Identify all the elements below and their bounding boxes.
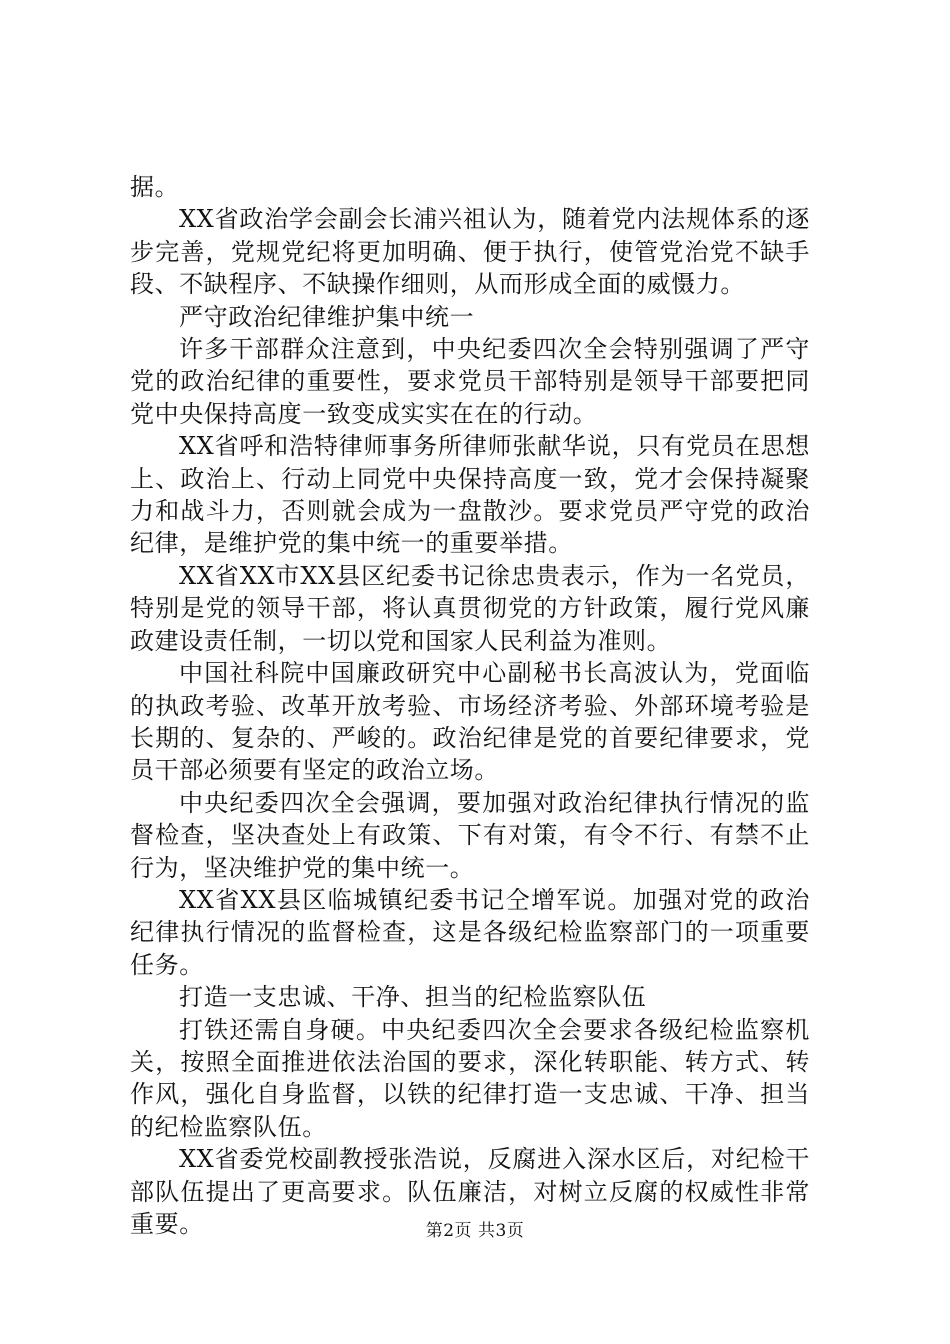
paragraph: 据。 <box>130 173 180 201</box>
paragraph: XX省委党校副教授张浩说，反腐进入深水区后，对纪检干部队伍提出了更高要求。队伍廉洁，对树立反腐的权威性非常重要。 <box>130 1145 810 1238</box>
document-body <box>130 171 810 1240</box>
paragraph: 许多干部群众注意到，中央纪委四次全会特别强调了严守党的政治纪律的重要性，要求党员干部特别是领导干部要把同党中央保持高度一致变成实实在在的行动。 <box>130 335 810 428</box>
section-heading: 严守政治纪律维护集中统一 <box>179 302 475 331</box>
page-number-footer: 第2页 共3页 <box>425 1221 525 1241</box>
paragraph: XX省XX县区临城镇纪委书记仝增军说。加强对党的政治纪律执行情况的监督检查，这是各级纪检监察部门的一项重要任务。 <box>130 885 810 979</box>
paragraph: XX省呼和浩特律师事务所律师张献华说，只有党员在思想上、政治上、行动上同党中央保持高度一致，党才会保持凝聚力和战斗力，否则就会成为一盘散沙。要求党员严守党的政治纪律，是维护党的集中统一的重要举措。 <box>130 432 810 558</box>
paragraph: XX省政治学会副会长浦兴祖认为，随着党内法规体系的逐步完善，党规党纪将更加明确、便于执行，使管党治党不缺手段、不缺程序、不缺操作细则，从而形成全面的威慑力。 <box>130 205 810 299</box>
section-heading: 打造一支忠诚、干净、担当的纪检监察队伍 <box>179 983 647 1012</box>
paragraph: XX省XX市XX县区纪委书记徐忠贵表示，作为一名党员，特别是党的领导干部，将认真贯彻党的方针政策，履行党风廉政建设责任制，一切以党和国家人民利益为准则。 <box>130 561 810 655</box>
paragraph: 打铁还需自身硬。中央纪委四次全会要求各级纪检监察机关，按照全面推进依法治国的要求，深化转职能、转方式、转作风，强化自身监督，以铁的纪律打造一支忠诚、干净、担当的纪检监察队伍。 <box>130 1015 810 1141</box>
paragraph: 中国社科院中国廉政研究中心副秘书长高波认为，党面临的执政考验、改革开放考验、市场经济考验、外部环境考验是长期的、复杂的、严峻的。政治纪律是党的首要纪律要求，党员干部必须要有坚定的政治立场。 <box>130 659 810 785</box>
paragraph: 中央纪委四次全会强调，要加强对政治纪律执行情况的监督检查，坚决查处上有政策、下有对策，有令不行、有禁不止行为，坚决维护党的集中统一。 <box>130 788 810 882</box>
